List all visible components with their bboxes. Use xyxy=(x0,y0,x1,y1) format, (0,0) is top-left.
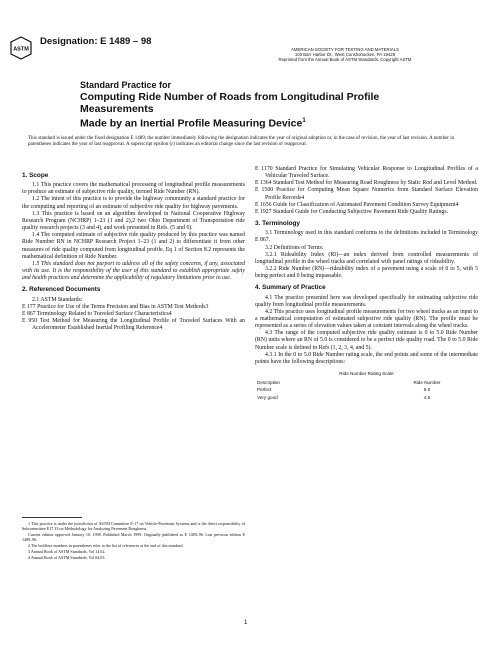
footnote: 3 Annual Book of ASTM Standards, Vol 14.02. xyxy=(28,549,106,554)
footnote: Current edition approved January 10, 1998. Published March 1999. Originally published as E 1489–96. Last previous edition E 1489–96. xyxy=(22,532,245,542)
reference-item: E 867 Terminology Related to Traveled Surface Characteristics4 xyxy=(22,310,172,317)
terminology-paragraph: 3.2.2 Ride Number (RN)—rideability index of a pavement using a scale of 0 to 5, with 5 being perfect and 0 being impassable. xyxy=(255,266,478,280)
title-standard-practice: Standard Practice for xyxy=(80,80,172,90)
reference-item: E 1170 Standard Practice for Simulating Vehicular Response to Longitudinal Profiles of a Vehicular Traveled Surface. xyxy=(255,166,478,180)
table-header-row xyxy=(257,379,477,386)
section-heading-scope: 1. Scope xyxy=(22,172,49,179)
page-number: 1 xyxy=(244,620,248,626)
scope-paragraph: 1.3 This practice is based on an algorithm developed in National Cooperative Highway Research Program (NCHRP) 1–23 (1 and 2),2 two Ohio Department of Transportation ride quality research projects (3 and 4), and work presented in Refs. (5 and 6). xyxy=(22,210,245,232)
designation: Designation: E 1489 – 98 xyxy=(40,36,152,47)
table-cell: 4.5 xyxy=(423,394,431,400)
table-row xyxy=(257,394,477,401)
astm-logo xyxy=(10,36,32,60)
reference-item: E 1364 Standard Test Method for Measuring Road Roughness by Static Rod and Level Method. xyxy=(255,180,478,187)
table-cell: 5.0 xyxy=(423,387,431,393)
summary-paragraph: 4.3.1 In the 0 to 5.0 Ride Number rating scale, the end points and some of the intermediate points have the following descriptions: xyxy=(255,351,478,365)
safety-paragraph: 1.5 This standard does not purport to address all of the safety concerns, if any, associated with its use. It is the responsibility of the user of this standard to establish appropriate safety and health practices and determine the applicability of regulatory limitations prior to use. xyxy=(22,260,245,282)
table-row xyxy=(257,386,477,393)
title-line: Measurements xyxy=(80,103,154,115)
publisher-line: Reprinted from the Annual Book of ASTM Standards. Copyright ASTM xyxy=(278,57,412,62)
terminology-paragraph: 3.2 Definitions of Terms: xyxy=(265,244,324,251)
publisher-info xyxy=(240,47,450,62)
reference-item: E 950 Test Method for Measuring the Longitudinal Profile of Traveled Surfaces With an Accelerometer Established Inertial Profiling Reference4 xyxy=(22,317,245,332)
footnote-divider xyxy=(22,517,82,518)
title-footnote-mark: 1 xyxy=(302,118,306,124)
footnote: 1 This practice is under the jurisdiction of ASTM Committee E-17 on Vehicle-Pavement Systems and is the direct responsibility of Subcommittee E17.33 on Methodology for Analyzing Pavement Roughness. xyxy=(22,521,245,531)
table-cell: Perfect xyxy=(257,387,272,393)
document-title xyxy=(80,80,420,130)
rating-table xyxy=(257,379,477,400)
footnotes xyxy=(22,513,245,561)
footnote: 2 The boldface numbers in parentheses refer to the list of references at the end of this standard. xyxy=(28,543,184,548)
reference-item: E 1656 Guide for Classification of Automated Pavement Condition Survey Equipment4 xyxy=(255,201,459,208)
section-heading-terminology: 3. Terminology xyxy=(255,220,300,228)
svg-text:ASTM: ASTM xyxy=(13,46,29,53)
scope-paragraph: 1.2 The intent of this practice is to provide the highway community a standard practice for the computing and reporting of an estimate of subjective ride quality for highway pavements. xyxy=(22,196,245,210)
reference-item: E 177 Practice for Use of the Terms Precision and Bias in ASTM Test Methods3 xyxy=(22,303,209,310)
scope-paragraph: 1.1 This practice covers the mathematical processing of longitudinal profile measurements to produce an estimate of subjective ride quality, termed Ride Number (RN). xyxy=(22,182,245,196)
title-line-text: Made by an Inertial Profile Measuring Device xyxy=(80,117,303,130)
table-header-cell: Description xyxy=(257,380,280,386)
table-cell: Very good xyxy=(257,394,278,400)
summary-paragraph: 4.3 The range of the computed subjective ride quality estimate is 0 to 5.0 Ride Number (RN) units where an RN of 5.0 is considered to be a perfect ride quality road. The 0 to 5.0 Ride Number scale is defined in Refs (1, 2, 3, 4, and 5). xyxy=(255,330,478,351)
footnote: 4 Annual Book of ASTM Standards, Vol 04.03. xyxy=(28,555,106,560)
summary-paragraph: 4.1 The practice presented here was developed specifically for estimating subjective ride quality from longitudinal profile measurements. xyxy=(255,294,478,308)
summary-paragraph: 4.2 This practice uses longitudinal profile measurements for two wheel tracks as an input to a mathematical computation of estimated subjective ride quality (RN). The profile must be represented as a series of elevation values taken at constant intervals along the wheel tracks. xyxy=(255,308,478,330)
reference-item: E 1500 Practice for Computing Mean Square Numerics from Standard Surface Elevation Profile Records4 xyxy=(255,187,478,201)
section-heading-referenced-documents: 2. Referenced Documents xyxy=(22,286,101,294)
scope-paragraph: 1.4 The computed estimate of subjective ride quality produced by this practice was named Ride Number RN in NCHRP Research Project 1–23 (1 and 2) to differentiate it from other measures of ride quality computed from longitudinal profile. Eq 1 of Section 8.2 represents the mathematical definition of Ride Number. xyxy=(22,232,245,260)
astm-standards-label: 2.1 ASTM Standards: xyxy=(32,296,83,303)
right-column xyxy=(255,166,478,401)
terminology-paragraph: 3.1 Terminology used in this standard conforms to the definitions included in Terminology E 867. xyxy=(255,230,478,244)
title-line: Computing Ride Number of Roads from Longitudinal Profile xyxy=(80,91,380,103)
left-column xyxy=(22,170,245,332)
section-heading-summary: 4. Summary of Practice xyxy=(255,284,326,292)
reference-item: E 1927 Standard Guide for Conducting Subjective Pavement Ride Quality Ratings. xyxy=(255,208,449,215)
rating-table-title: Ride Number Rating Scale xyxy=(339,371,394,377)
table-header-cell: Ride Number xyxy=(413,380,441,386)
terminology-paragraph: 3.2.1 Rideability Index (RI)—an index derived from controlled measurements of longitudinal profile in the wheel tracks and correlated with panel ratings of rideability. xyxy=(255,251,478,265)
issued-note: This standard is issued under the fixed designation E 1489; the number immediately following the designation indicates the year of original adoption or, in the case of revision, the year of last revision. A number in parentheses indicates the year of last reapproval. A superscript epsilon (ε) indicates an editorial change since the last revision or reapproval. xyxy=(28,136,455,148)
publisher-line: AMERICAN SOCIETY FOR TESTING AND MATERIALS xyxy=(291,47,399,52)
publisher-line: 100 Barr Harbor Dr., West Conshohocken, PA 19428 xyxy=(294,52,396,57)
title-line xyxy=(80,115,420,130)
